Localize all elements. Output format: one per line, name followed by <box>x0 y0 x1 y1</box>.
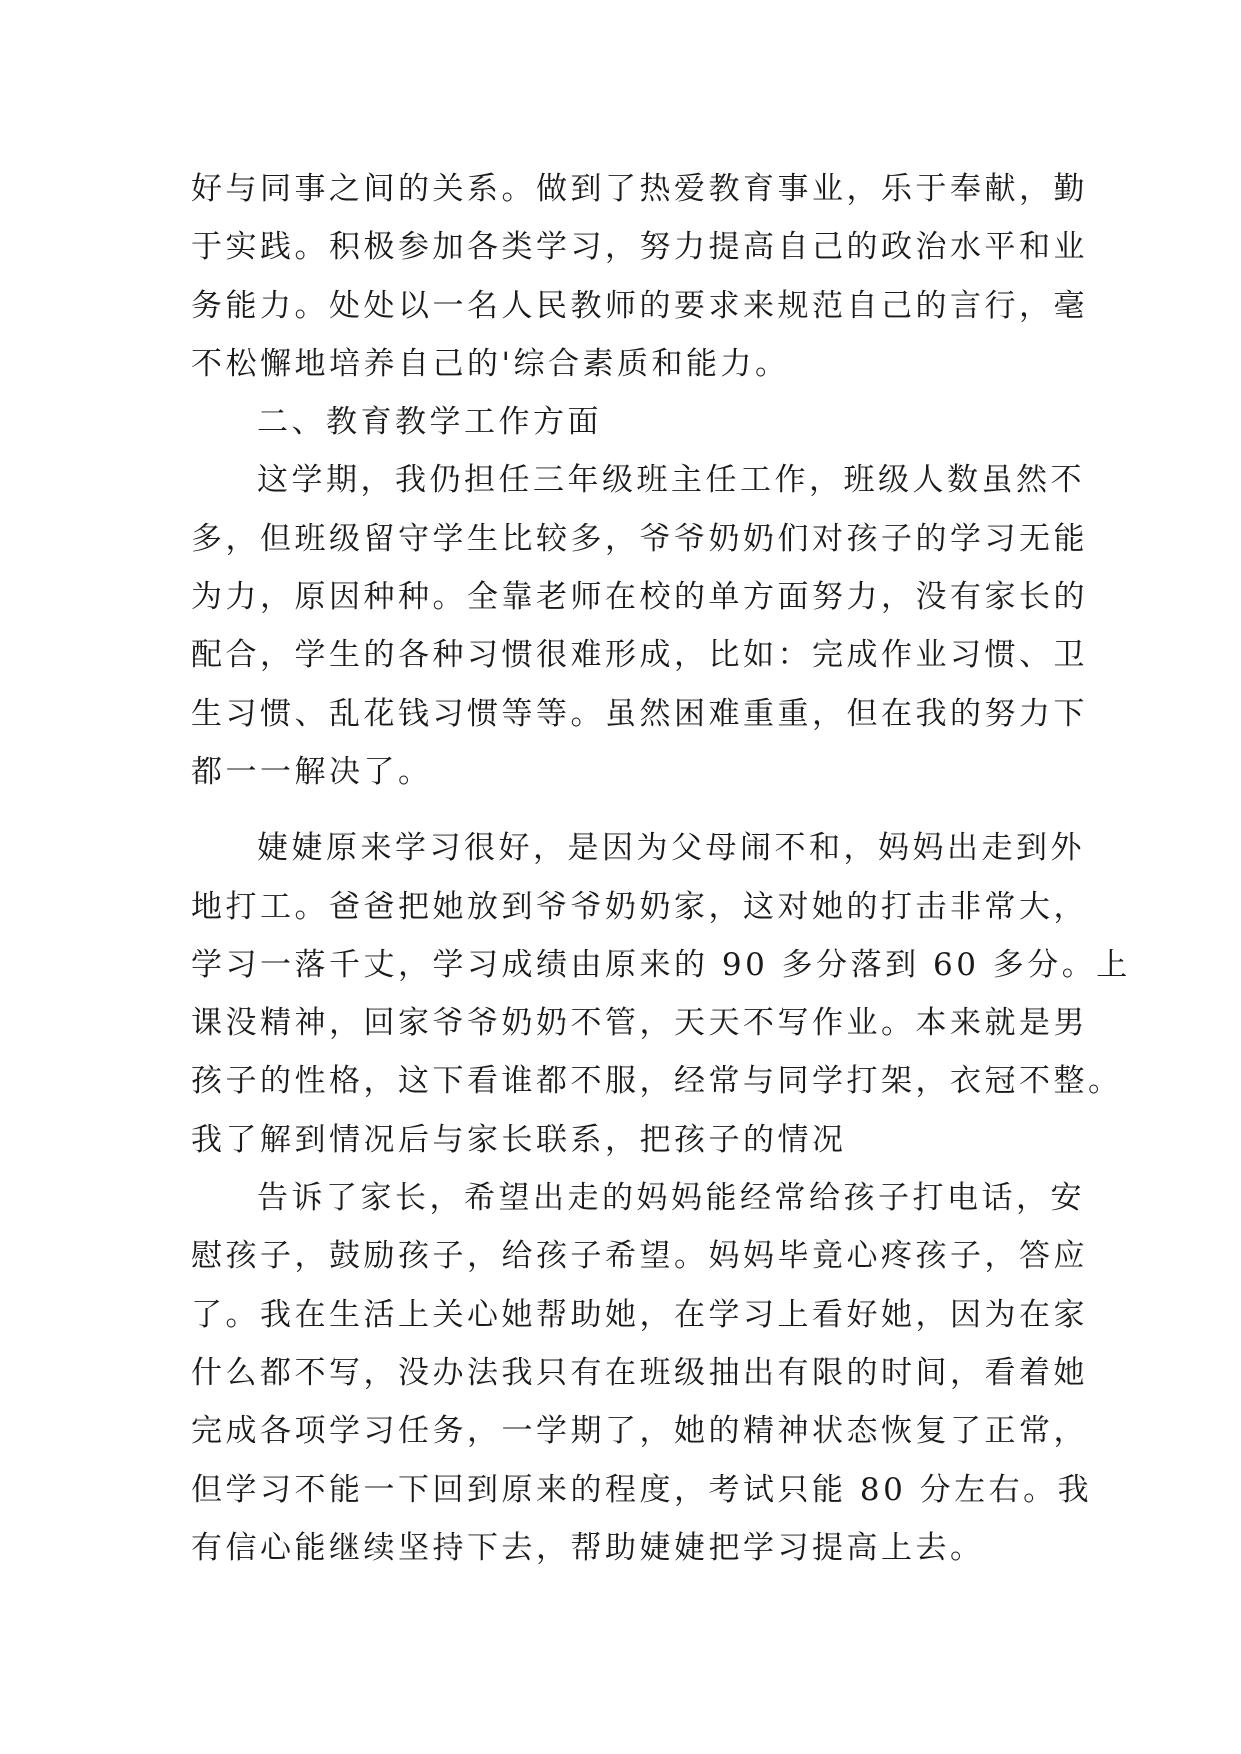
text-line: 完成各项学习任务，一学期了，她的精神状态恢复了正常， <box>191 1413 1088 1450</box>
text-line: 都一一解决了。 <box>191 753 433 790</box>
text-line: 我了解到情况后与家长联系，把孩子的情况 <box>191 1121 847 1158</box>
text-line: 什么都不写，没办法我只有在班级抽出有限的时间，看着她 <box>191 1354 1088 1391</box>
paragraph-gap <box>191 801 1051 819</box>
text-line: 为力，原因种种。全靠老师在校的单方面努力，没有家长的 <box>191 579 1088 616</box>
document-body <box>191 160 1131 1577</box>
text-line: 务能力。处处以一名人民教师的要求来规范自己的言行，毫 <box>191 287 1088 324</box>
text-line: 了。我在生活上关心她帮助她，在学习上看好她，因为在家 <box>191 1296 1088 1333</box>
text-line: 多，但班级留守学生比较多，爷爷奶奶们对孩子的学习无能 <box>191 520 1088 557</box>
text-line: 慰孩子，鼓励孩子，给孩子希望。妈妈毕竟心疼孩子，答应 <box>191 1238 1088 1275</box>
text-line: 生习惯、乱花钱习惯等等。虽然困难重重，但在我的努力下 <box>191 695 1088 732</box>
text-line: 地打工。爸爸把她放到爷爷奶奶家，这对她的打击非常大， <box>191 888 1088 925</box>
text-line: 孩子的性格，这下看谁都不服，经常与同学打架，衣冠不整。 <box>191 1063 1123 1100</box>
text-line: 有信心能继续坚持下去，帮助婕婕把学习提高上去。 <box>191 1529 985 1566</box>
text-line: 这学期，我仍担任三年级班主任工作，班级人数虽然不 <box>257 462 1085 499</box>
text-line: 告诉了家长，希望出走的妈妈能经常给孩子打电话，安 <box>257 1180 1085 1217</box>
text-line: 不松懈地培养自己的'综合素质和能力。 <box>191 345 790 382</box>
text-line: 婕婕原来学习很好，是因为父母闹不和，妈妈出走到外 <box>257 830 1085 867</box>
text-line: 二、教育教学工作方面 <box>257 404 602 441</box>
text-line: 课没精神，回家爷爷奶奶不管，天天不写作业。本来就是男 <box>191 1005 1088 1042</box>
text-line: 于实践。积极参加各类学习，努力提高自己的政治水平和业 <box>191 229 1088 266</box>
text-line: 学习一落千丈，学习成绩由原来的 90 多分落到 60 多分。上 <box>191 946 1131 983</box>
text-line: 好与同事之间的关系。做到了热爱教育事业，乐于奉献，勤 <box>191 171 1088 207</box>
text-line: 配合，学生的各种习惯很难形成，比如：完成作业习惯、卫 <box>191 637 1088 674</box>
text-line: 但学习不能一下回到原来的程度，考试只能 80 分左右。我 <box>191 1471 1093 1508</box>
